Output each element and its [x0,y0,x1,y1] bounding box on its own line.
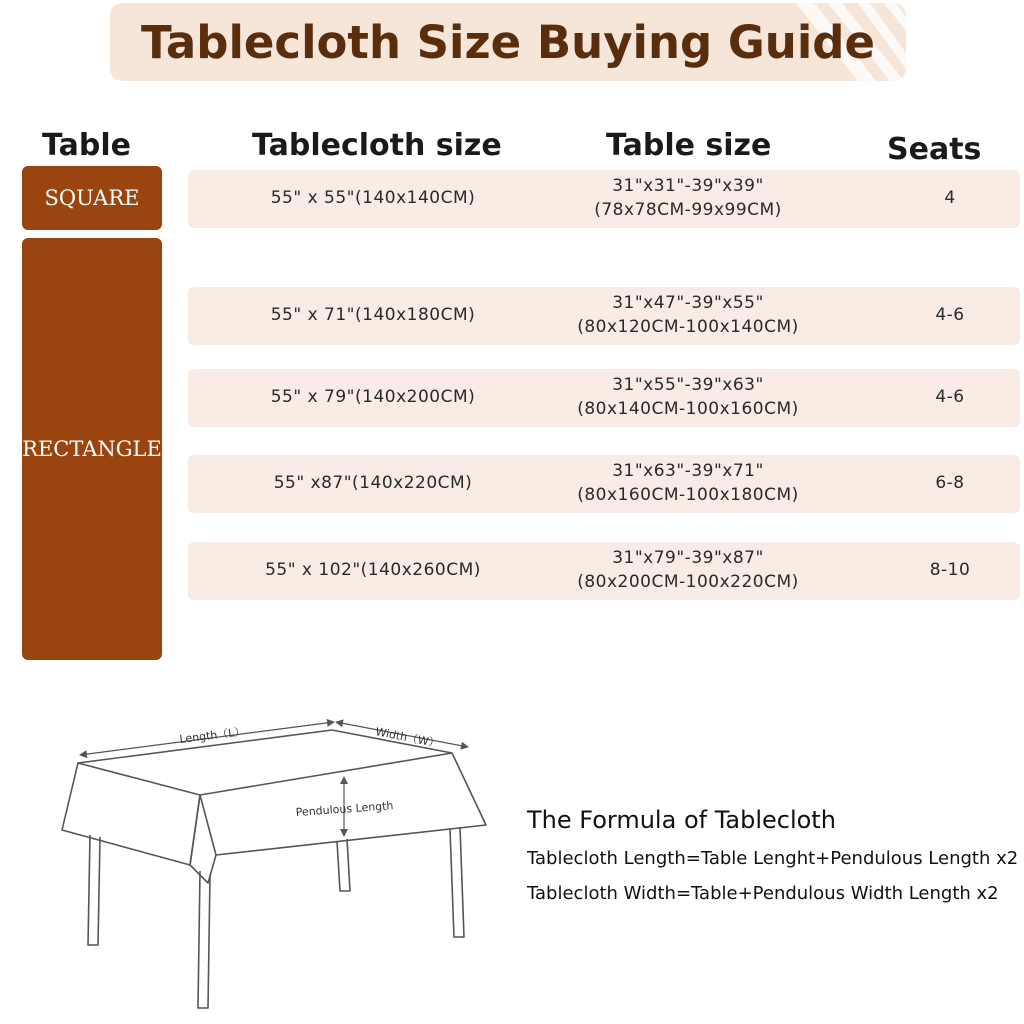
table-size-inches: 31"x79"-39"x87" [612,548,764,569]
table-size-inches: 31"x63"-39"x71" [612,461,764,482]
table-size-cell [508,542,868,600]
width-label: Width（W） [374,725,441,751]
header-table: Table [42,128,131,163]
tablecloth-size-cell: 55" x 55"(140x140CM) [270,188,476,209]
table-row [188,455,1020,513]
page-title: Tablecloth Size Buying Guide [141,15,875,69]
table-row [188,170,1020,228]
formula-title: The Formula of Tablecloth [527,806,836,834]
table-size-inches: 31"x47"-39"x55" [612,293,764,314]
table-size-cm: (80x160CM-100x180CM) [577,485,799,505]
table-size-cm: (80x200CM-100x220CM) [577,572,799,592]
tablecloth-size-cell: 55" x 79"(140x200CM) [270,387,476,408]
table-size-cm: (78x78CM-99x99CM) [594,200,782,220]
tablecloth-size-cell: 55" x 102"(140x260CM) [265,560,481,581]
table-size-cell [508,287,868,345]
seats-cell: 6-8 [935,473,965,494]
header-tablecloth-size: Tablecloth size [252,128,502,163]
length-label: Length（L） [178,725,246,746]
category-square: SQUARE [22,166,162,230]
table-size-cell [508,369,868,427]
category-rectangle: RECTANGLE [22,238,162,660]
table-size-cm: (80x140CM-100x160CM) [577,399,799,419]
seats-cell: 8-10 [929,560,971,581]
table-size-cell [508,455,868,513]
title-banner [110,3,906,81]
formula-width: Tablecloth Width=Table+Pendulous Width Length x2 [527,883,999,904]
table-row [188,287,1020,345]
header-seats: Seats [887,132,982,167]
pendulous-length-label: Pendulous Length [295,799,394,819]
table-size-cell [508,170,868,228]
table-size-inches: 31"x55"-39"x63" [612,375,764,396]
formula-length: Tablecloth Length=Table Lenght+Pendulous Length x2 [527,848,1019,869]
table-size-cm: (80x120CM-100x140CM) [577,317,799,337]
tablecloth-size-cell: 55" x87"(140x220CM) [273,473,473,494]
table-diagram [40,705,510,1020]
table-row [188,542,1020,600]
seats-cell: 4-6 [935,305,965,326]
table-size-inches: 31"x31"-39"x39" [612,176,764,197]
seats-cell: 4 [944,188,956,209]
table-row [188,369,1020,427]
tablecloth-size-cell: 55" x 71"(140x180CM) [270,305,476,326]
seats-cell: 4-6 [935,387,965,408]
header-table-size: Table size [606,128,772,163]
